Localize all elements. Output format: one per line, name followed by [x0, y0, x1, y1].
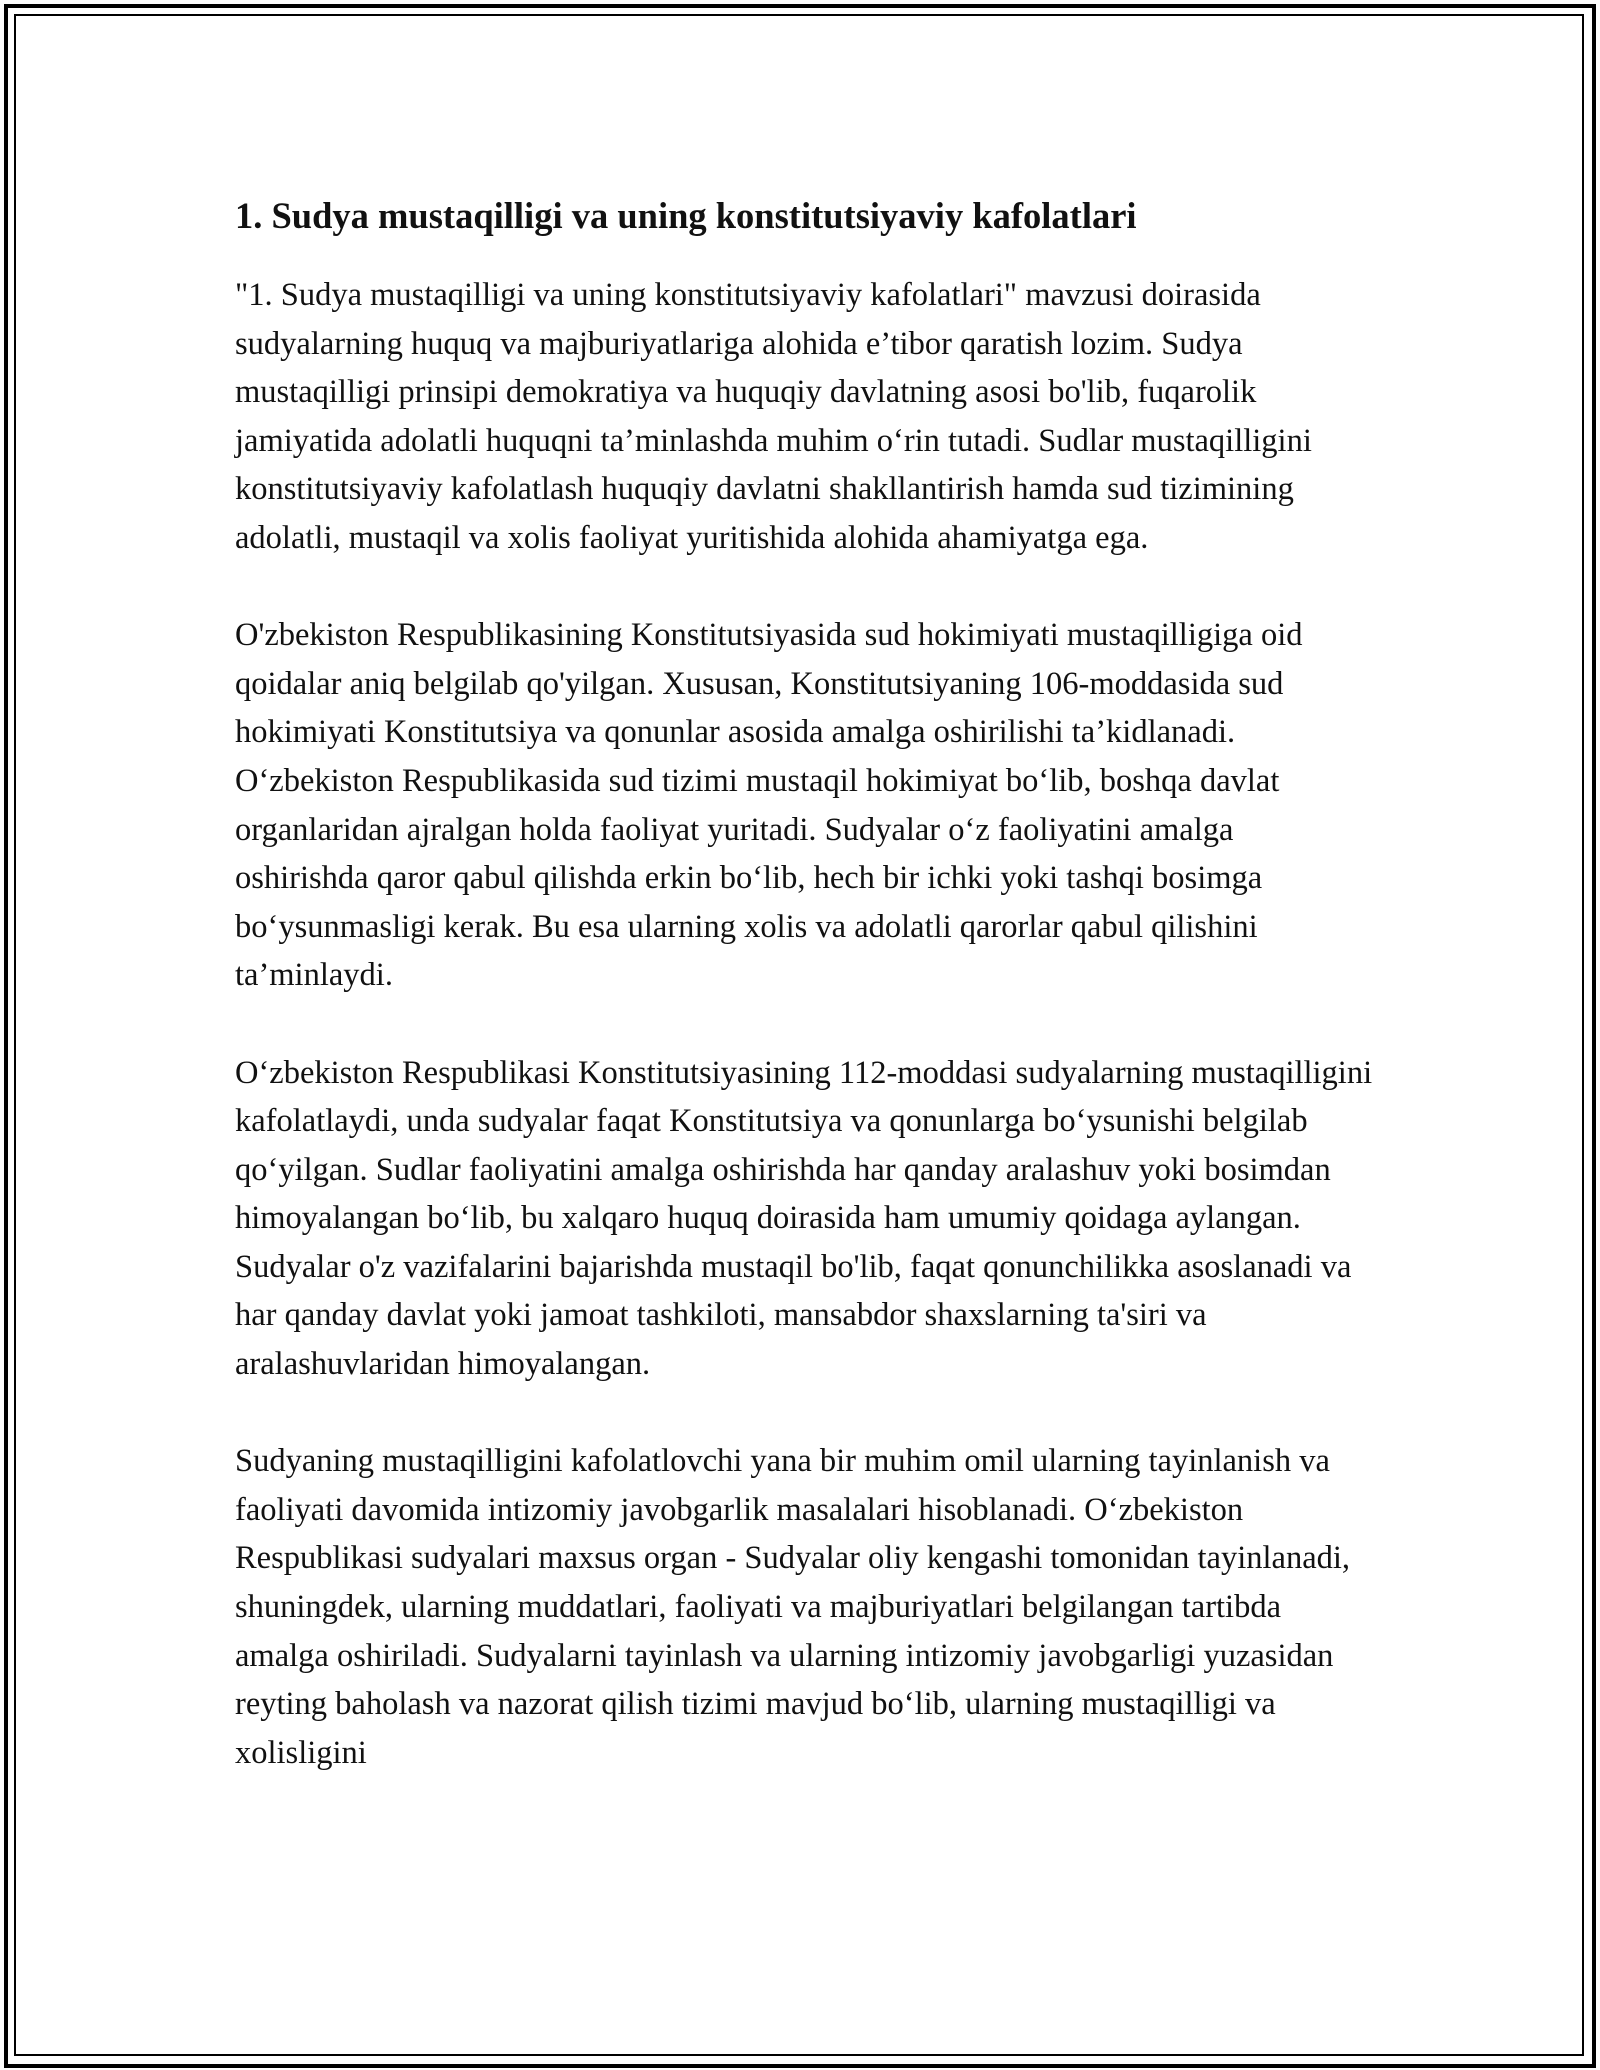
paragraph-4: Sudyaning mustaqilligini kafolatlovchi yana bir muhim omil ularning tayinlanish va faoliyati davomida intizomiy javobgarlik masalalari hisoblanadi. O‘zbekiston Respublikasi sudyalari maxsus organ - Sudyalar oliy kengashi tomonidan tayinlanadi, shuningdek, ularning muddatlari, faoliyati va majburiyatlari belgilangan tartibda amalga oshiriladi. Sudyalarni tayinlash va ularning intizomiy javobgarligi yuzasidan reyting baholash va nazorat qilish tizimi mavjud bo‘lib, ularning mustaqilligi va xolisligini — [235, 1443, 1351, 1771]
paragraph-3: O‘zbekiston Respublikasi Konstitutsiyasining 112-moddasi sudyalarning mustaqilligini kafolatlaydi, unda sudyalar faqat Konstitutsiya va qonunlarga bo‘ysunishi belgilab qo‘yilgan. Sudlar faoliyatini amalga oshirishda har qanday aralashuv yoki bosimdan himoyalangan bo‘lib, bu xalqaro huquq doirasida ham umumiy qoidaga aylangan. Sudyalar o'z vazifalarini bajarishda mustaqil bo'lib, faqat qonunchilikka asoslanadi va har qanday davlat yoki jamoat tashkiloti, mansabdor shaxslarning ta'siri va aralashuvlaridan himoyalangan. — [235, 1054, 1373, 1383]
paragraph-2: O'zbekiston Respublikasining Konstitutsiyasida sud hokimiyati mustaqilligiga oid qoidalar aniq belgilab qo'yilgan. Xususan, Konstitutsiyaning 106-moddasida sud hokimiyati Konstitutsiya va qonunlar asosida amalga oshirilishi ta’kidlanadi. O‘zbekiston Respublikasida sud tizimi mustaqil hokimiyat bo‘lib, boshqa davlat organlaridan ajralgan holda faoliyat yuritadi. Sudyalar o‘z faoliyatini amalga oshirishda qaror qabul qilishda erkin bo‘lib, hech bir ichki yoki tashqi bosimga bo‘ysunmasligi kerak. Bu esa ularning xolis va adolatli qarorlar qabul qilishini ta’minlaydi. — [235, 617, 1303, 994]
document-title: 1. Sudya mustaqilligi va uning konstitutsiyaviy kafolatlari — [235, 195, 1137, 236]
paragraph-1: "1. Sudya mustaqilligi va uning konstitutsiyaviy kafolatlari" mavzusi doirasida sudyalarning huquq va majburiyatlariga alohida e’tibor qaratish lozim. Sudya mustaqilligi prinsipi demokratiya va huquqiy davlatning asosi bo'lib, fuqarolik jamiyatida adolatli huquqni ta’minlashda muhim o‘rin tutadi. Sudlar mustaqilligini konstitutsiyaviy kafolatlash huquqiy davlatni shakllantirish hamda sud tizimining adolatli, mustaqil va xolis faoliyat yuritishida alohida ahamiyatga ega. — [235, 277, 1312, 556]
document-body — [235, 183, 1375, 1826]
